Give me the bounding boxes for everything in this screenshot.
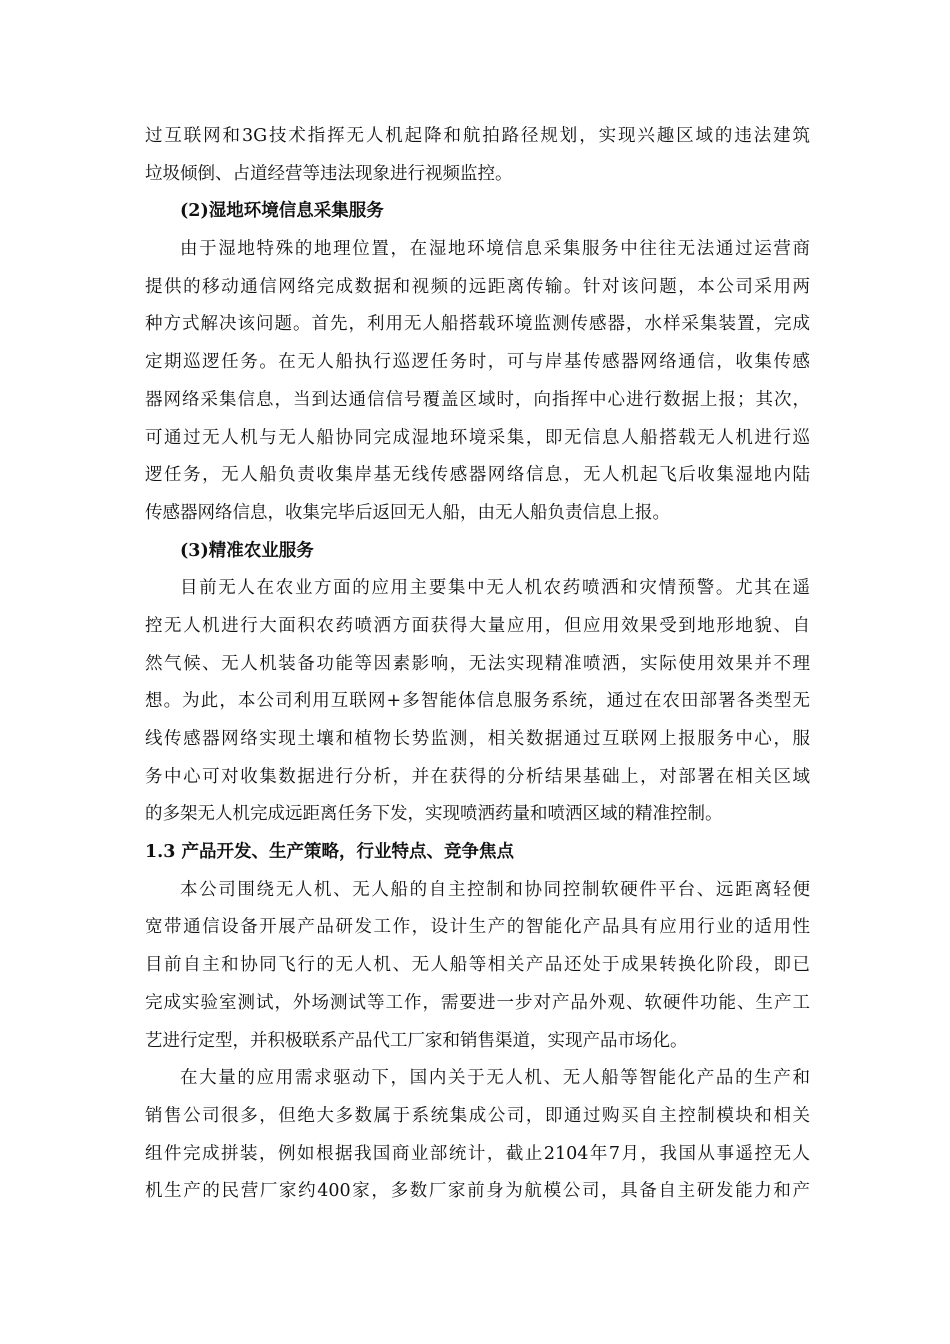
text-line: 完成实验室测试，外场测试等工作，需要进一步对产品外观、软硬件功能、生产工 (145, 992, 810, 1013)
text-line: 线传感器网络实现土壤和植物长势监测，相关数据通过互联网上报服务中心，服 (145, 729, 810, 749)
text-line: 艺进行定型，并积极联系产品代工厂家和销售渠道，实现产品市场化。 (145, 1030, 688, 1051)
text-line: 种方式解决该问题。首先，利用无人船搭载环境监测传感器，水样采集装置，完成 (145, 314, 810, 335)
text-line: 机生产的民营厂家约400家，多数厂家前身为航模公司，具备自主研发能力和产 (145, 1181, 810, 1202)
paragraph-4 (145, 872, 810, 1060)
text-line: 器网络采集信息，当到达通信信号覆盖区域时，向指挥中心进行数据上报；其次， (145, 389, 810, 410)
text-line: 想。为此，本公司利用互联网+多智能体信息服务系统，通过在农田部署各类型无 (145, 691, 810, 712)
subheading-precision-agriculture: (3)精准农业服务 (180, 540, 314, 561)
text-line: 控无人机进行大面积农药喷洒方面获得大量应用，但应用效果受到地形地貌、自 (145, 615, 810, 636)
text-line: 过互联网和3G技术指挥无人机起降和航拍路径规划，实现兴趣区域的违法建筑 (145, 126, 810, 146)
text-line: 的多架无人机完成远距离任务下发，实现喷洒药量和喷洒区域的精准控制。 (145, 804, 723, 825)
paragraph-3 (145, 570, 810, 834)
text-line: 提供的移动通信网络完成数据和视频的远距离传输。针对该问题，本公司采用两 (145, 276, 810, 297)
text-line: 目前无人在农业方面的应用主要集中无人机农药喷洒和灾情预警。尤其在遥 (180, 578, 810, 599)
text-line: 由于湿地特殊的地理位置，在湿地环境信息采集服务中往往无法通过运营商 (180, 239, 810, 260)
paragraph-5 (145, 1060, 810, 1211)
text-line: 销售公司很多，但绝大多数属于系统集成公司，即通过购买自主控制模块和相关 (145, 1105, 810, 1126)
text-line: 本公司围绕无人机、无人船的自主控制和协同控制软硬件平台、远距离轻便 (180, 879, 810, 900)
text-line: 务中心可对收集数据进行分析，并在获得的分析结果基础上，对部署在相关区域 (145, 766, 810, 787)
text-line: 可通过无人机与无人船协同完成湿地环境采集，即无信息人船搭载无人机进行巡 (145, 427, 810, 448)
section-heading-1-3: 1.3 产品开发、生产策略，行业特点、竞争焦点 (145, 842, 515, 863)
text-line: 在大量的应用需求驱动下，国内关于无人机、无人船等智能化产品的生产和 (180, 1068, 810, 1089)
text-line: 垃圾倾倒、占道经营等违法现象进行视频监控。 (145, 163, 513, 184)
text-line: 定期巡逻任务。在无人船执行巡逻任务时，可与岸基传感器网络通信，收集传感 (145, 352, 810, 373)
text-line: 逻任务，无人船负责收集岸基无线传感器网络信息，无人机起飞后收集湿地内陆 (145, 465, 810, 486)
text-line: 传感器网络信息，收集完毕后返回无人船，由无人船负责信息上报。 (145, 502, 670, 523)
paragraph-1 (145, 118, 810, 193)
text-line: 然气候、无人机装备功能等因素影响，无法实现精准喷洒，实际使用效果并不理 (145, 653, 810, 674)
subheading-wetland-service: (2)湿地环境信息采集服务 (180, 201, 384, 222)
text-line: 组件完成拼装，例如根据我国商业部统计，截止2104年7月，我国从事遥控无人 (145, 1143, 810, 1164)
paragraph-2 (145, 231, 810, 533)
document-body (145, 118, 810, 1211)
text-line: 目前自主和协同飞行的无人机、无人船等相关产品还处于成果转换化阶段，即已 (145, 955, 810, 976)
text-line: 宽带通信设备开展产品研发工作，设计生产的智能化产品具有应用行业的适用性 (145, 917, 810, 938)
